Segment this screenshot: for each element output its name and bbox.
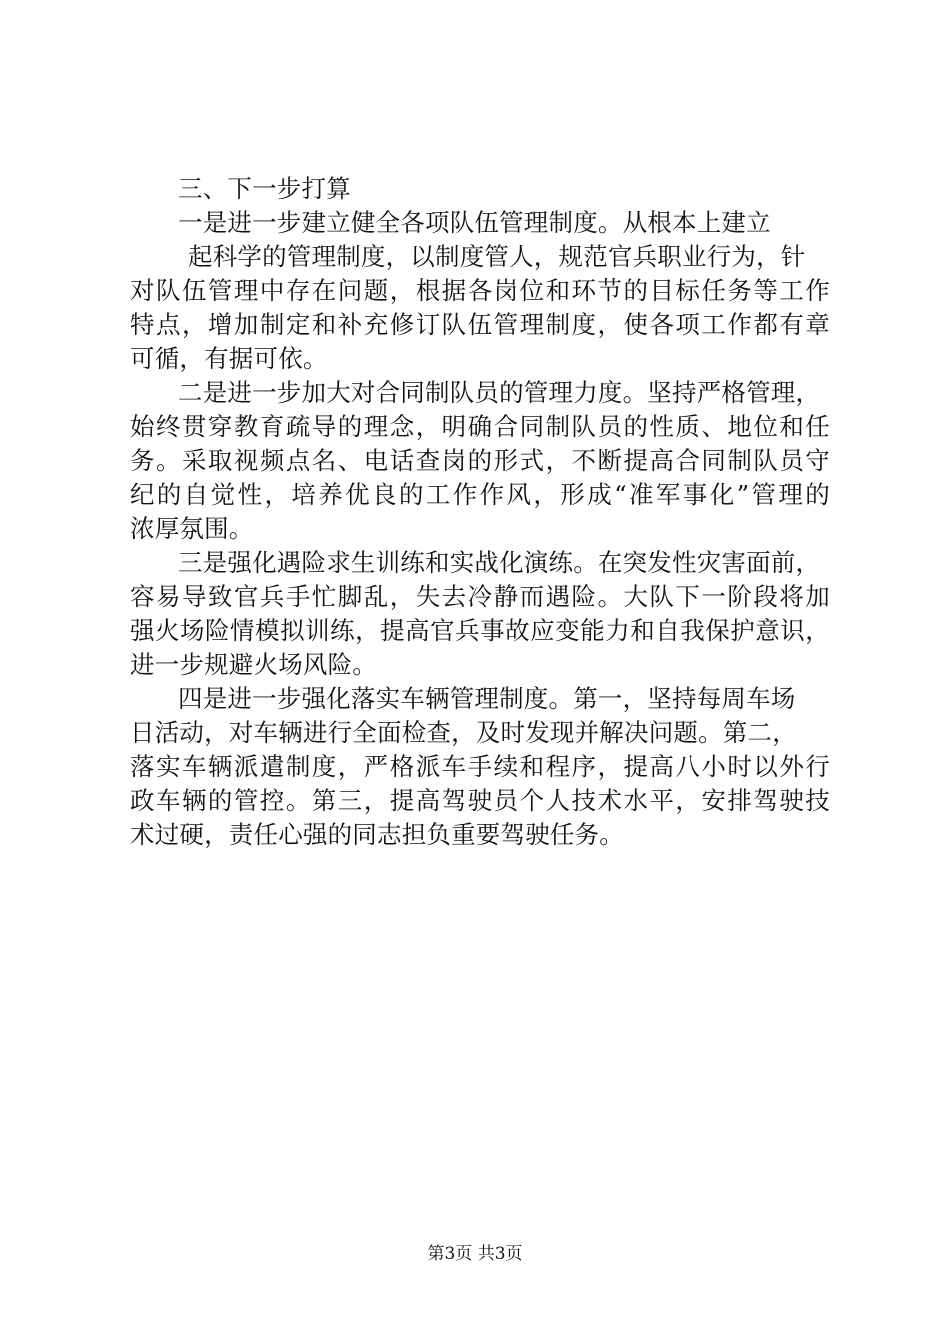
paragraph-line: 日活动，对车辆进行全面检查，及时发现并解决问题。第二， xyxy=(130,718,797,747)
paragraph-line: 可循，有据可依。 xyxy=(130,344,328,373)
page-number-footer: 第3页 共3页 xyxy=(427,1244,523,1264)
paragraph-line: 落实车辆派遣制度，严格派车手续和程序，提高八小时以外行 xyxy=(130,752,830,781)
paragraph-line: 纪的自觉性，培养优良的工作作风，形成“准军事化”管理的 xyxy=(130,480,830,509)
paragraph-line: 对队伍管理中存在问题，根据各岗位和环节的目标任务等工作 xyxy=(130,276,830,305)
paragraph-line: 浓厚氛围。 xyxy=(130,514,254,543)
paragraph-line: 务。采取视频点名、电话查岗的形式，不断提高合同制队员守 xyxy=(130,446,830,475)
paragraph-line: 政车辆的管控。第三，提高驾驶员个人技术水平，安排驾驶技 xyxy=(130,786,830,815)
paragraph-line: 特点，增加制定和补充修订队伍管理制度，使各项工作都有章 xyxy=(130,310,830,339)
paragraph-line: 始终贯穿教育疏导的理念，明确合同制队员的性质、地位和任 xyxy=(130,412,830,441)
paragraph-line: 二是进一步加大对合同制队员的管理力度。坚持严格管理， xyxy=(178,378,821,407)
paragraph-line: 强火场险情模拟训练，提高官兵事故应变能力和自我保护意识， xyxy=(130,616,830,645)
paragraph-line: 起科学的管理制度，以制度管人，规范官兵职业行为，针 xyxy=(188,242,806,271)
paragraph-line: 一是进一步建立健全各项队伍管理制度。从根本上建立 xyxy=(178,208,771,237)
section-heading: 三、下一步打算 xyxy=(178,174,351,203)
paragraph-line: 容易导致官兵手忙脚乱，失去冷静而遇险。大队下一阶段将加 xyxy=(130,582,830,611)
paragraph-line: 进一步规避火场风险。 xyxy=(130,650,377,679)
paragraph-line: 四是进一步强化落实车辆管理制度。第一，坚持每周车场 xyxy=(178,684,796,713)
paragraph-line: 术过硬，责任心强的同志担负重要驾驶任务。 xyxy=(130,820,624,849)
paragraph-line: 三是强化遇险求生训练和实战化演练。在突发性灾害面前， xyxy=(178,548,821,577)
